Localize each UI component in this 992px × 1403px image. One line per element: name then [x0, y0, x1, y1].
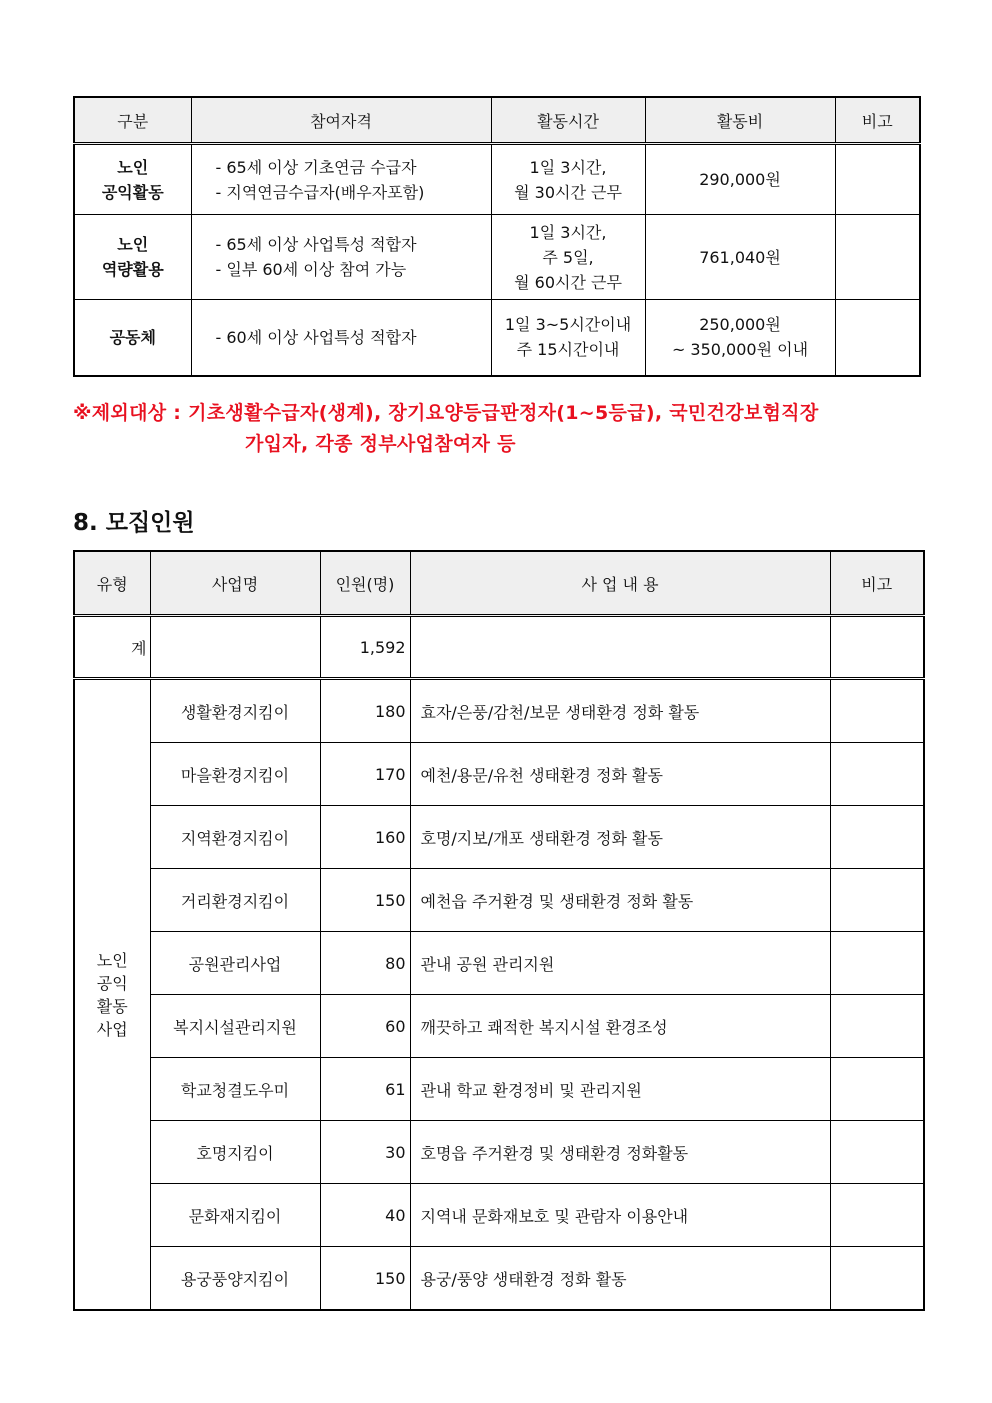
project-name: 학교청결도우미	[150, 1058, 320, 1121]
participation-table	[73, 96, 921, 377]
activity-kind	[74, 215, 191, 300]
hours-line: 1일 3시간,	[529, 157, 607, 177]
kind-line: 공익활동	[101, 182, 164, 202]
note-cell	[835, 144, 920, 215]
exclusion-note	[73, 398, 933, 460]
group-label-line: 사업	[96, 1019, 128, 1039]
headcount: 170	[320, 743, 410, 806]
headcount: 30	[320, 1121, 410, 1184]
table-row	[74, 679, 924, 743]
participation-row	[74, 144, 920, 215]
note-cell	[830, 1184, 924, 1247]
hours-line: 주 15시간이내	[516, 340, 620, 360]
headcount: 160	[320, 806, 410, 869]
table-row	[74, 932, 924, 995]
note-cell	[835, 215, 920, 300]
activity-hours	[491, 215, 645, 300]
group-label-line: 활동	[96, 996, 128, 1016]
project-name: 지역환경지킴이	[150, 806, 320, 869]
hours-line: 월 60시간 근무	[514, 272, 622, 292]
headcount: 61	[320, 1058, 410, 1121]
section-title: 8. 모집인원	[73, 510, 195, 536]
kind-line: 노인	[117, 157, 149, 177]
fee-line: ~ 350,000원 이내	[671, 340, 809, 360]
project-description: 관내 공원 관리지원	[410, 932, 830, 995]
header-note: 비고	[835, 97, 920, 144]
header-note: 비고	[830, 551, 924, 616]
total-empty	[150, 616, 320, 679]
qualification	[191, 215, 491, 300]
hours-line: 1일 3시간,	[529, 222, 607, 242]
qualification-line: - 65세 이상 기초연금 수급자	[215, 157, 417, 177]
activity-kind	[74, 300, 191, 376]
qualification-line: - 지역연금수급자(배우자포함)	[215, 182, 425, 202]
kind-line: 역량활용	[101, 260, 164, 279]
qualification	[191, 144, 491, 215]
header-project: 사업명	[150, 551, 320, 616]
header-content: 사 업 내 용	[410, 551, 830, 616]
table-row	[74, 1121, 924, 1184]
project-description: 깨끗하고 쾌적한 복지시설 환경조성	[410, 995, 830, 1058]
activity-fee	[645, 215, 835, 300]
header-fee: 활동비	[645, 97, 835, 144]
activity-hours	[491, 300, 645, 376]
project-description: 호명읍 주거환경 및 생태환경 정화활동	[410, 1121, 830, 1184]
project-name: 마을환경지킴이	[150, 743, 320, 806]
header-category: 구분	[74, 97, 191, 144]
project-description: 용궁/풍양 생태환경 정화 활동	[410, 1247, 830, 1311]
total-label: 계	[74, 616, 150, 679]
group-label	[74, 679, 150, 1311]
project-name: 거리환경지킴이	[150, 869, 320, 932]
project-description: 예천읍 주거환경 및 생태환경 정화 활동	[410, 869, 830, 932]
headcount: 60	[320, 995, 410, 1058]
activity-hours	[491, 144, 645, 215]
header-qualification: 참여자격	[191, 97, 491, 144]
group-label-line: 공익	[96, 973, 128, 993]
project-description: 관내 학교 환경정비 및 관리지원	[410, 1058, 830, 1121]
note-cell	[830, 679, 924, 743]
table-row	[74, 869, 924, 932]
kind-line: 공동체	[109, 327, 156, 347]
project-description: 효자/은풍/감천/보문 생태환경 정화 활동	[410, 679, 830, 743]
exclusion-note-line2: 가입자, 각종 정부사업참여자 등	[245, 433, 516, 455]
fee-line: 290,000원	[699, 170, 781, 189]
headcount: 40	[320, 1184, 410, 1247]
table-row	[74, 1058, 924, 1121]
group-label-line: 노인	[96, 950, 128, 970]
note-cell	[830, 1247, 924, 1311]
project-name: 복지시설관리지원	[150, 995, 320, 1058]
note-cell	[830, 1058, 924, 1121]
activity-fee	[645, 144, 835, 215]
qualification-line: - 65세 이상 사업특성 적합자	[215, 235, 417, 254]
exclusion-note-line1: ※제외대상 : 기초생활수급자(생계), 장기요양등급판정자(1~5등급), 국민건강보험직장	[73, 402, 819, 424]
table-row	[74, 806, 924, 869]
header-count: 인원(명)	[320, 551, 410, 616]
qualification-line: - 일부 60세 이상 참여 가능	[215, 260, 407, 279]
total-count: 1,592	[320, 616, 410, 679]
fee-line: 250,000원	[699, 315, 781, 335]
qualification-line: - 60세 이상 사업특성 적합자	[215, 327, 417, 347]
activity-fee	[645, 300, 835, 376]
participation-row	[74, 300, 920, 376]
total-note-empty	[830, 616, 924, 679]
hours-line: 월 30시간 근무	[514, 182, 622, 202]
note-cell	[830, 932, 924, 995]
project-description: 지역내 문화재보호 및 관람자 이용안내	[410, 1184, 830, 1247]
headcount: 180	[320, 679, 410, 743]
note-cell	[835, 300, 920, 376]
project-name: 용궁풍양지킴이	[150, 1247, 320, 1311]
recruit-header-row	[74, 551, 924, 616]
activity-kind	[74, 144, 191, 215]
project-name: 생활환경지킴이	[150, 679, 320, 743]
table-row	[74, 743, 924, 806]
table-row	[74, 1184, 924, 1247]
table-row	[74, 995, 924, 1058]
recruit-table	[73, 550, 925, 1311]
project-description: 예천/용문/유천 생태환경 정화 활동	[410, 743, 830, 806]
project-description: 호명/지보/개포 생태환경 정화 활동	[410, 806, 830, 869]
note-cell	[830, 806, 924, 869]
headcount: 80	[320, 932, 410, 995]
hours-line: 주 5일,	[542, 247, 594, 267]
project-name: 호명지킴이	[150, 1121, 320, 1184]
participation-header-row	[74, 97, 920, 144]
header-type: 유형	[74, 551, 150, 616]
qualification	[191, 300, 491, 376]
note-cell	[830, 1121, 924, 1184]
table-row	[74, 1247, 924, 1311]
fee-line: 761,040원	[699, 247, 781, 267]
total-desc-empty	[410, 616, 830, 679]
hours-line: 1일 3~5시간이내	[504, 315, 632, 335]
note-cell	[830, 869, 924, 932]
note-cell	[830, 995, 924, 1058]
total-row	[74, 616, 924, 679]
project-name: 문화재지킴이	[150, 1184, 320, 1247]
kind-line: 노인	[117, 235, 149, 254]
headcount: 150	[320, 1247, 410, 1311]
header-hours: 활동시간	[491, 97, 645, 144]
note-cell	[830, 743, 924, 806]
headcount: 150	[320, 869, 410, 932]
project-name: 공원관리사업	[150, 932, 320, 995]
participation-row	[74, 215, 920, 300]
